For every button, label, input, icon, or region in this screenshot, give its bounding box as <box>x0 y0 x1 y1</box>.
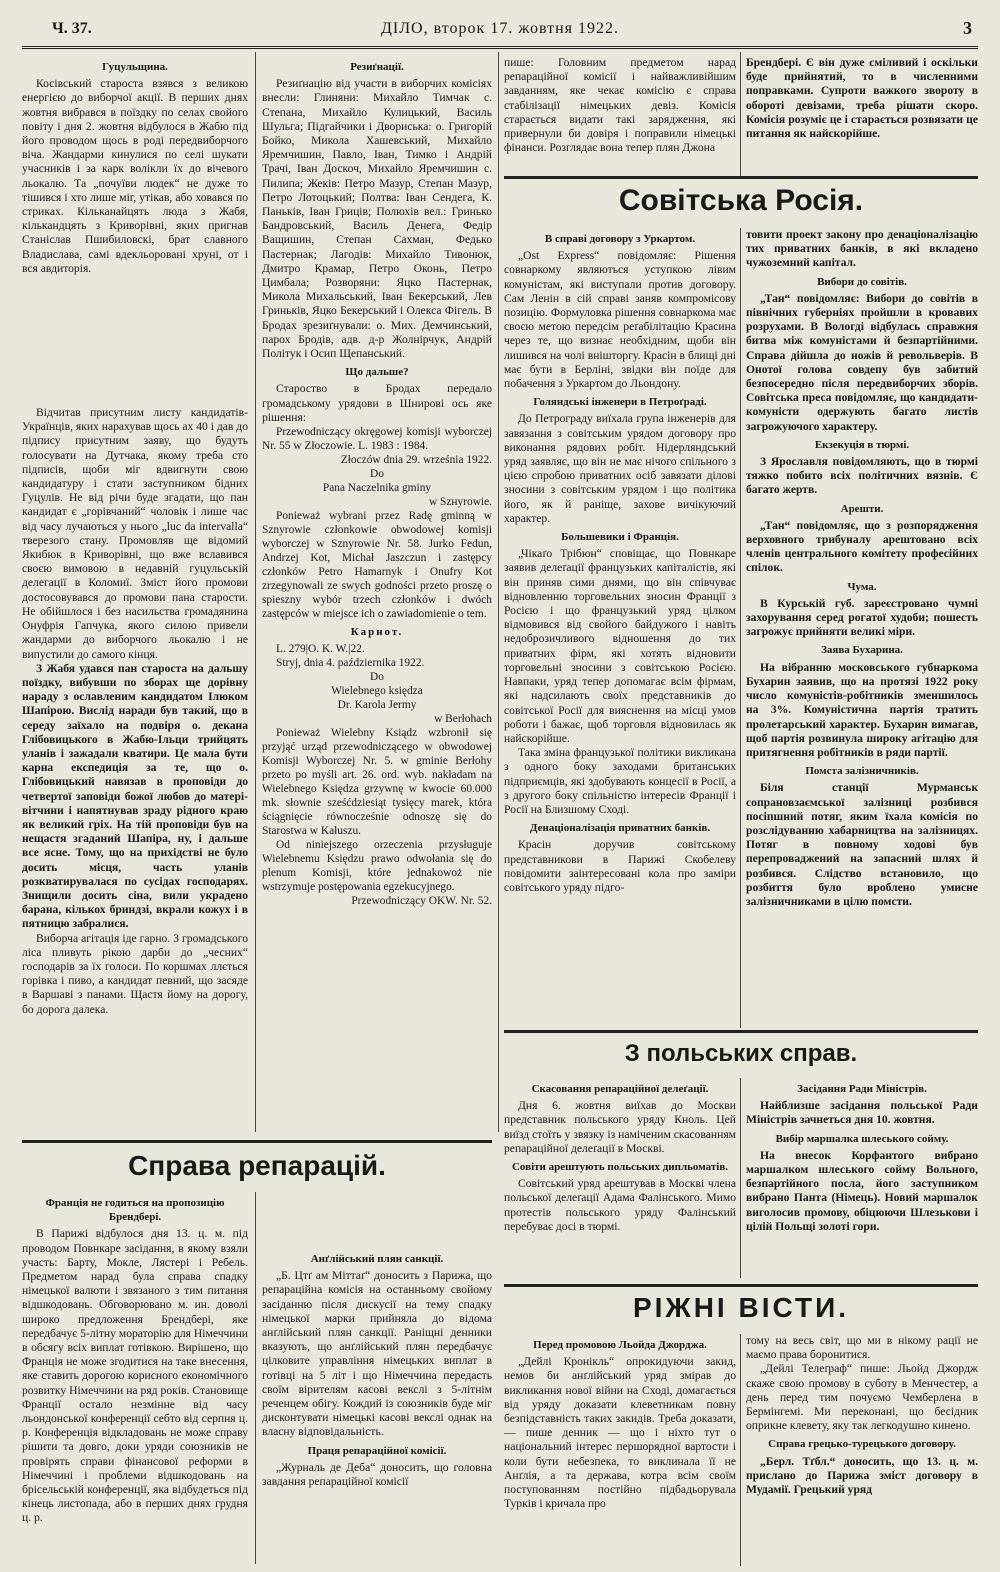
section-heading: Денаціоналізація приватних банків. <box>529 822 711 835</box>
paragraph: З Жабя удався пан староста на дальшу поїздку, вибувши по зборах ще дорівну нараду з ославленим кандидатом Ілюком Шапірою. Вислід наради був такий, що в середу заїхало на подвіря о. декана Глібовицького в Жабю-Ільци трийцять уланів і зажадали кватири. Це мала бути карна експедиція за те, що о. Глібовицький навязав в проповіди до четвертої заповіди божої любов до матері-вітчини і напятнував зраду рідного краю як великий гріх. На тій проповіди був на нещастя згаданий Шапіра, ну, і дальше все ясне. Тому, що на прихідстві не було досить місця, часть уланів розкватирувалася по сусідах господарях. Знищили досить сіна, вили украдено барана, кількох бриндзі, вкрали кожух і в пятницю забралися. <box>22 661 248 931</box>
paragraph: „Дейлі Телеґраф“ пише: Льойд Джордж скаже свою промову в суботу в Менчестер, а день перед тим почуємо Чемберлена в Бермінгемі. Ми переконані, що бесідник оприкне клевету, яку так легкодушно кинено. <box>746 1362 978 1433</box>
article-reparations-col2 <box>262 1192 492 1564</box>
paragraph: Красін доручив совітському представникови в Парижі Скобелеву повідомити заінтересовані кола про заміри совітського уряду підго- <box>504 838 736 894</box>
section-heading: Вибори до совітів. <box>817 275 907 288</box>
letter-signature: Przewodniczący OKW. Nr. 52. <box>351 895 492 908</box>
paragraph: Брендбері. Є він дуже сміливий і оскільки буде прийнятий, то в численними поправками. Супроти важкого звороту в обороті девізами, треба рішати скоро. Комісія розуміє це і старається розвязати це питання як найскорійше. <box>746 56 978 141</box>
article-polish-col4 <box>746 1078 978 1278</box>
column-rule <box>740 1078 741 1278</box>
paragraph: товити проект закону про денаціоналізацію тих приватних банків, в які вкладено чужоземний капітал. <box>746 228 978 270</box>
article-soviet-col4 <box>746 228 978 1028</box>
column-rule <box>255 52 256 1132</box>
article-soviet-col3 <box>504 228 736 1028</box>
paragraph: В Парижі відбулося дня 13. ц. м. під проводом Повнкаре засідання, в якому взяли участь: Барту, Мокле, Лястері і Ребель. Предметом нарад була справа спадку німецької валюти і звязаного з тим питання відшкодовань. Обговорювано м. ин. доволі широко предложення Брендбері, яке передбачує 5-літну мораторію для Німеччини в обсягу всіх виплат готівкою. Вирішено, що Франція не може згодитися на таке внесення, яке ставить дорогою корисного економічного розвитку Німеччини на ряд років. Становище Франції остало незмінне від часу льондонської конференції себто від серпня ц. р. Конференція відкладовань не може справу рішити та довго, доки уряди союзників не провірять справи фінансової реформи в Німеччині і проблеми відшкодовань на брісельській конференції, яка відбудеться під кінець листопада, або в перших днях грудня ц. р. <box>22 1227 248 1525</box>
letter-address: Dr. Karola Jermy <box>337 699 417 712</box>
letter-text: Ponieważ Wielebny Ksiądz wzbronił się przyjąć urząd przewodniczącego w obwodowej Komisji Wyborczej Nr. 5. w gminie Berłohy przeto po myśli art. 26. ord. wyb. nakładam na Wielebnego Księdza grzywnę w kwocie 60.000 mk. słownie sześćdziesiąt tysięcy marek, która ściągnięcie równocześnie odnoszę się do Starostwa w Kałuszu. <box>262 727 492 838</box>
letter-text: Od niniejszego orzeczenia przysługuje Wielebnemu Księdzu prawo odwołania się do plenum Komisji, które jednakowoż nie wstrzymuje postępowania egzekucyjnego. <box>262 839 492 894</box>
paragraph: З Ярославля повідомляють, що в тюрмі тяжко побито всіх політичних вязнів. Є багато жертв. <box>746 455 978 497</box>
paragraph: Косівський староста взявся з великою енергією до виборчої акції. В перших днях жовтня вибрався в поїздку по селах свойого повіту і дня 2. жовтня відбулося в Жабю під його проводом щось в роді передвиборчого віча. Жандарми кинулися по селі шукати учасників і за карк волікли їх до вічевого льокалю. Та „почуїви людек“ не дуже то тішився і хто лише міг, утікав, або ховався по стриках. Кільканайцять люда з Жабя, кількандцять з Криворівні, яких пригнав Станіслав Пшибиловскі, брат славного Владислава, самі вдекльоровані хруні, от і вся авдиторія. <box>22 77 248 275</box>
paragraph: „Чікаґо Трібюн“ сповіщає, що Повнкаре заявив делеґації французьких капіталістів, які він приняв сими днями, що він співчуває відновленню торговельних зносин Франції з Росією і що французький уряд цілком відмовився від свойого байдужого і навіть недоброзичливого відношення до тих приватних фірм, які хотять відновити торговельні зносини з совітською Росією. Навпаки, уряд тепер допомагає всім фірмам, які надсилають своїх представників до совітської Росії для вияснення на місці умов роботи і бажає, щоб торговля відновилась як найскорійше. <box>504 547 736 745</box>
paragraph: Резиґнацію від участи в виборчих комісіях внесли: Глиняни: Михайло Тимчак с. Степана, Михайло Кулицький, Василь Шульга; Підгайчики і Двориська: о. Григорій Бойко, Микола Хашевський, Михайло Яремчишин, Павло, Іван, Тимко і Андрій Трачі, Іван Доскоч, Михайло Яремчишин с. Пилипа; Жеків: Петро Мазур, Степан Мазур, Петро Лотоцький; Полтва: Іван Сендега, К. Паньків, Іван Гриців; Полюхів вел.: Гринько Бандровський, Василь Денега, Федір Ващишин, Степан Сахман, Федько Пастернак; Лагодів: Михайло Тивонюк, Дмитро Крамар, Петро Оконь, Петро Цимбала; Розворяни: Яцко Пастернак, Микола Михальський, Іван Бекерський, Лев Гриньків, Яцко Бекерський і Олекса Фігель. В Бродах зрезиґнували: о. Мих. Демчинський, парох Бродів, адв. д-р Жолнірчук, Андрій Політук і Осип Щепанський. <box>262 77 492 361</box>
paragraph: пише: Головним предметом нарад репараційної комісії і найважливійшим завданням, яке чекає комісію є справа стабілізації німецьких девіз. Комісія старається видати такі зарядження, які привернули би довіря і поправили німецькі фінанси. Розглядає вона тепер плян Джона <box>504 56 736 155</box>
section-heading: Справа грецько-турецького договору. <box>768 1438 956 1451</box>
blank-space <box>262 1192 492 1248</box>
article-polish-col3 <box>504 1078 736 1278</box>
letter-address: Pana Naczelnika gminy <box>322 482 432 495</box>
paragraph: Біля станції Мурманськ сопрановзаємської залізниці розбився посіпшний потяг, яким їхала комісія по розслідуванню хабарництва на залізницях. Потяг в повному ходові був перепроваджений на запасний шлях й розбився. Слідство встановило, що розбиття було вроблено умисне залізничниками в цілю помсти. <box>746 781 978 908</box>
section-heading: Гуцульщина. <box>102 61 168 73</box>
section-heading: Екзекуція в тюрмі. <box>814 438 910 451</box>
section-heading: Большевики і Франція. <box>561 531 679 544</box>
headline-polish-affairs: З польських справ. <box>624 1040 858 1067</box>
masthead-title: ДІЛО, второк 17. жовтня 1922. <box>380 20 620 37</box>
paragraph: „Дейлі Кронікль“ опрокидуючи закид, немов би анґлійський уряд змірав до викликання нової війни на Сході, домагається від уряду доказати клеветникам повну безпідставність таких закидів. Треба доказати, — пише денник — що і ніхто тут о національний інтерес першорядної вартости і коли бути небезпека, то виклинала її не Анґлія, а та держава, котра всім своїм поступованням постійно підбадьорувала Турків і кричала про <box>504 1355 736 1511</box>
page-number-left: Ч. 37. <box>52 20 92 37</box>
article-hutsulshchyna <box>22 56 248 1136</box>
section-heading: Франція не годиться на пропозицію Брендбері. <box>45 1197 225 1224</box>
headline-reparations: Справа репарацій. <box>128 1150 386 1181</box>
section-heading: Перед промовою Льойда Джорджа. <box>533 1339 707 1351</box>
paragraph: „Б. Цтґ ам Міттаґ“ доносить з Парижа, що репараційна комісія на останньому свойому засіданню після дискусії на тему спадку німецької марки прийняла до відома анґлійський плян санкції. Раніщні денники вказують, що анґлійський плян передбачує цілковите управління німецьких виплат в готівці на 5 літ і що Німеччина передасть своїм вірителям касові векслі з 5-літнім реченцем обігу. Кождий із союзників буде міг дисконтувати німецькі касові векслі однак на власну відповідальність. <box>262 1269 492 1439</box>
section-heading: Совіти арештують польських дипльоматів. <box>511 1161 729 1174</box>
paragraph: На внесок Корфантого вибрано маршалком шлеського сойму Вольного, безпартійного посла, його заступником вибрано Панта (Німець). Новий маршалок виголосив промову, обіцюючи Шлезькови і цілій Польщі золоті гори. <box>746 1148 978 1233</box>
letter-text: Przewodniczący okręgowej komisji wyborczej Nr. 55 w Złoczowie. L. 1983 : 1984. <box>262 426 492 453</box>
paragraph: „Журналь де Деба“ доносить, що головна завдання репараційної комісії <box>262 1460 492 1489</box>
letter-text: Do <box>370 671 384 684</box>
paragraph: „Тан“ повідомляє: Вибори до совітів в північних губерніях пройшли в кровавих розрухами. В Вологді відбулась справжня битва між комуністами й безпартійними. Справа дійшла до ножів й револьверів. В Онотої голова совдепу був забитий безпосередно після передвиборчих зборів. Совітська преса повідомляє, що кандидати-комуністи одержують багато листів загрожуючого характеру. <box>746 291 978 433</box>
section-rule <box>504 1030 978 1033</box>
paragraph: До Петрограду виїхала група інженерів для завязання з совітським урядом договору про виконання рядових робіт. Нідерляндський уряд заявляє, що він не має нічого спільного з цією спробою приватних осіб завязати ділові зносини з совітським урядом і що політика його, як й раніще, захове вичікуючий характер. <box>504 412 736 525</box>
article-reparations-col1 <box>22 1192 248 1564</box>
paragraph: Відчитав присутним листу кандидатів-Українців, яких нарахував щось ах 40 і дав до підпису присутним заяву, що будуть голосувати на Дутчака, якому треба сто підписів, щоби міг вдвигнути свою кандидатуру і стати заступником бідних Гуцулів. Не від річи буде згадати, що пан кандидат є „горівчаний“ чоловік і лише час від часу лучаються у нього „luc da intervalla“ тверезого стану. Промовляв ще відомий Якибюк в Криворівні, що вже вславився своєю вимовою в недавній гуцульській делегації в Коломиї. Зміст його промови достосовувався до промови пана старости. Не обійшлося і без насильства громадянина Онуфрія Гапчука, якого силою привели жандарми до виборчого льокалю і не випустили до самого кінця. <box>22 406 248 661</box>
headline-misc-news: РІЖНІ ВІСТИ. <box>632 1292 850 1323</box>
section-heading: Голяндські інженери в Петроґраді. <box>533 396 707 409</box>
article-reparations-continued <box>504 56 736 168</box>
section-heading: Скасовання репараційної делеґації. <box>531 1083 709 1095</box>
article-misc-col3 <box>504 1334 736 1566</box>
paragraph: Така зміна французької політики викликана з одного боку заходами британських підприємців, які здобувають концесії в Росії, а з другого боку спільністю інтересів Франції і Росії на Близшому Сході. <box>504 746 736 816</box>
letter-date: Złoczów dnia 29. września 1922. <box>340 454 492 467</box>
paragraph: Совітський уряд арештував в Москві члена польської делеґації Адама Фалінського. Мимо протестів польського уряду Фалінський перебуває досі в тюрмі. <box>504 1177 736 1233</box>
paragraph: На вібранню московського губнаркома Бухарин заявив, що на протязі 1922 року число комуністів-робітників зменшилось на 3%. Комуністична партія тратить пролетарський характер. Бухарин вимагав, щоб партія розвинула широку агітацію для притягнення робітників в ряди партії. <box>746 660 978 759</box>
column-rule <box>255 1192 256 1564</box>
section-heading: Вибір маршалка шлеського сойму. <box>775 1132 949 1145</box>
section-heading: Що дальше? <box>345 366 409 379</box>
paragraph: Староство в Бродах передало громадському урядови в Шнирові ось яке рішення: <box>262 382 492 424</box>
paragraph: „Тан“ повідомляє, що з розпорядження верховного трибуналу арештовано всіх членів центрального комітету професійних спілок. <box>746 518 978 575</box>
article-misc-col4 <box>746 1334 978 1566</box>
paragraph: Дня 6. жовтня виїхав до Москви представник польського уряду Кноль. Цей виїзд стоїть у звязку із наміченим скасованням репараційної делеґації в Москві. <box>504 1099 736 1155</box>
paragraph: Найблизше засідання польської Ради Міністрів зачнеться дня 10. жовтня. <box>746 1099 978 1127</box>
section-heading: В справі договору з Уркартом. <box>544 233 696 245</box>
letter-date: Stryj, dnia 4. października 1922. <box>276 657 425 670</box>
paragraph: тому на весь світ, що ми в нікому рації не маємо права боронитися. <box>746 1334 978 1362</box>
section-heading: Чума. <box>847 580 877 593</box>
letter-address: w Szнyrowie. <box>428 496 492 509</box>
masthead <box>22 18 978 49</box>
paragraph: „Берл. Тґбл.“ доносить, що 13. ц. м. прислано до Парижа зміст договору в Мудамії. Грецький уряд <box>746 1454 978 1497</box>
paragraph: В Курській губ. зареєстровано чумні захорування серед рогатої худоби; пошесть загрожує прийняти великі міри. <box>746 596 978 639</box>
blank-space <box>22 276 248 406</box>
paragraph: „Ost Express“ повідомляє: Рішення совнаркому являються уступкою лівим комуністам, які виступали против договору. Сам Ленін в сій справі заняв компромісову позицію. Формуловка рішення совнаркома має своєю метою передсім реґабілітацію Красина через те, що визнає необхідним, щоби він лишився на чолі внішторгу. Красін в блищі дні має бути в Берліні, звідки він поїде для побачення з Уркартом до Льондону. <box>504 249 736 391</box>
section-heading: Праця репараційної комісії. <box>307 1444 447 1457</box>
page-number-right: 3 <box>963 18 972 38</box>
paragraph: Виборча агітація іде гарно. З громадського ліса пливуть рікою дарби до „чесних“ господарів за їх голоси. По коршмах ллється горівка і пиво, а кандидат певний, що засяде в Варшаві з панами. Щастя йому на дорогу, бо дорога далека. <box>22 931 248 1016</box>
column-rule <box>740 1334 741 1566</box>
section-rule <box>504 1284 978 1287</box>
article-resignations <box>262 56 492 1136</box>
letter-address: w Berłohach <box>434 713 492 726</box>
column-rule <box>740 228 741 1028</box>
section-heading: Засідання Ради Міністрів. <box>797 1083 927 1095</box>
headline-soviet-russia: Совітська Росія. <box>618 184 864 217</box>
column-rule <box>740 52 741 177</box>
section-heading: Резиґнації. <box>350 61 404 73</box>
letter-text: L. 279|O. K. W.|22. <box>276 643 365 656</box>
article-reparations-continued <box>746 56 978 168</box>
column-rule <box>498 52 499 1132</box>
letter-address: Wielebnego księdza <box>331 685 423 698</box>
section-rule <box>22 1140 492 1143</box>
letter-text: Ponieważ wybrani przez Radę gminną w Sznyrowie członkowie obwodowej komisji wyborczej w Sznyrowie Nr. 58. Jurko Fedun, Andrzej Kot, Michał Jaszczun i zastępcy członków Petro Hamarnyk i Onufry Kot zrzegynowali ze swych godności przeto proszę o spieszny wybór trzech członków i dwóch zastępców w miejsce ich o zawiadomienie o tem. <box>262 510 492 621</box>
section-rule <box>504 176 978 179</box>
section-heading: Помста залізничників. <box>805 765 919 778</box>
section-heading: Карнот. <box>350 626 404 639</box>
section-heading: Арешти. <box>840 502 884 515</box>
section-heading: Заява Бухарина. <box>821 644 903 657</box>
letter-text: Do <box>370 468 384 481</box>
section-heading: Анґлійський плян санкції. <box>310 1253 444 1265</box>
